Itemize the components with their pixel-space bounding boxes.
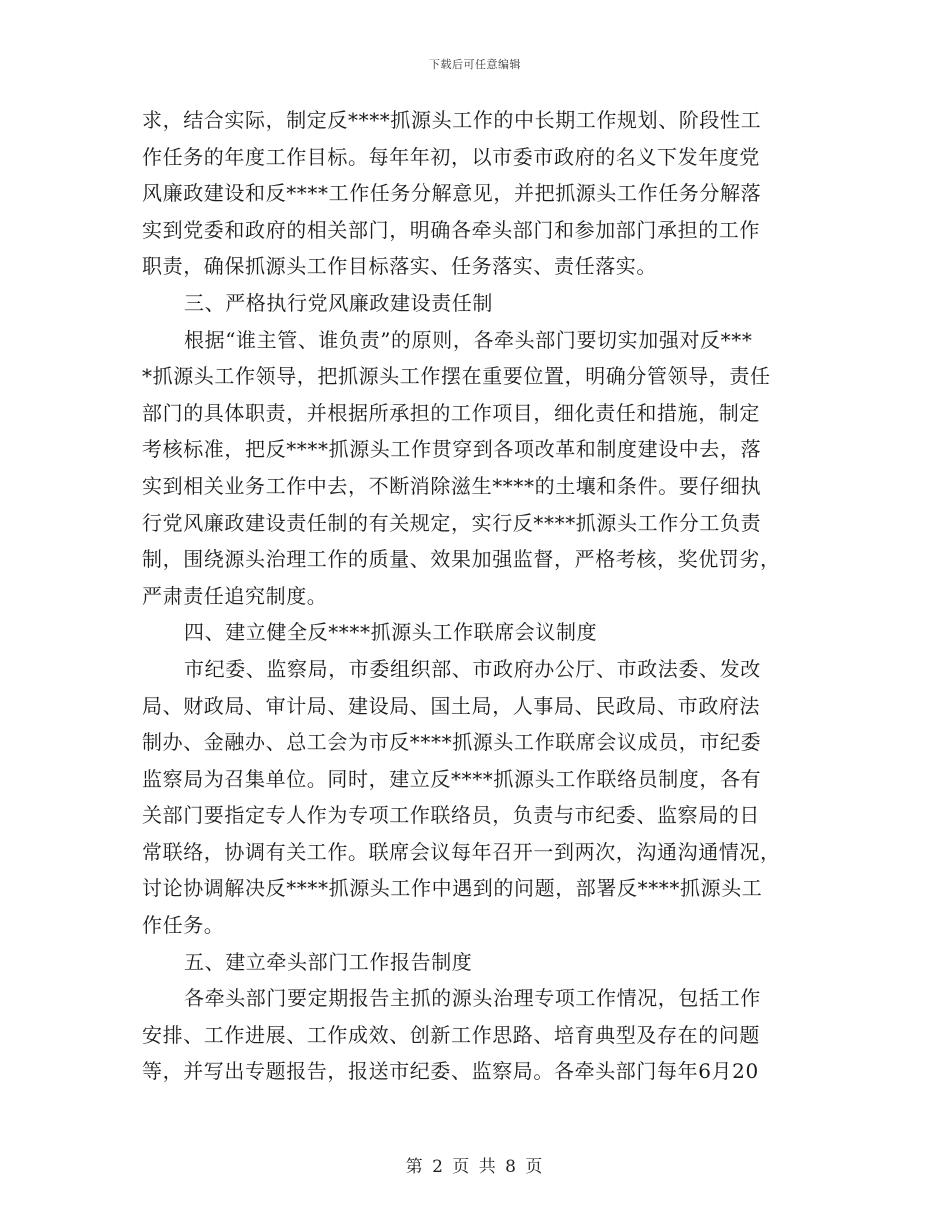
paragraph-start: 各牵头部门要定期报告主抓的源头治理专项工作情况，包括工作 [184, 986, 761, 1011]
text-line: 监察局为召集单位。同时，建立反****抓源头工作联络员制度，各有 [142, 766, 762, 791]
text-line: 实到相关业务工作中去，不断消除滋生****的土壤和条件。要仔细执 [142, 473, 762, 498]
text-line: 部门的具体职责，并根据所承担的工作项目，细化责任和措施，制定 [142, 400, 760, 425]
text-line: 制，围绕源头治理工作的质量、效果加强监督，严格考核，奖优罚劣， [142, 547, 781, 572]
paragraph-start: 根据“谁主管、谁负责”的原则，各牵头部门要切实加强对反*** [184, 327, 753, 352]
document-body [142, 102, 802, 1090]
paragraph-start: 市纪委、监察局，市委组织部、市政府办公厅、市政法委、发改 [184, 656, 761, 681]
text-line: 局、财政局、审计局、建设局、国土局，人事局、民政局、市政府法 [142, 693, 760, 718]
text-line: 实到党委和政府的相关部门，明确各牵头部门和参加部门承担的工作 [142, 217, 760, 242]
text-line: 制办、金融办、总工会为市反****抓源头工作联席会议成员，市纪委 [142, 730, 762, 755]
page-number: 第 2 页 共 8 页 [405, 1157, 545, 1177]
section-heading: 五、建立牵头部门工作报告制度 [184, 949, 473, 974]
text-line: 作任务。 [142, 913, 225, 938]
section-heading: 四、建立健全反****抓源头工作联席会议制度 [184, 620, 598, 645]
text-line: 求，结合实际，制定反****抓源头工作的中长期工作规划、阶段性工 [142, 108, 762, 132]
page-header: 下载后可任意编辑 [429, 58, 521, 71]
text-line: 风廉政建设和反****工作任务分解意见，并把抓源头工作任务分解落 [142, 181, 762, 206]
text-line: *抓源头工作领导，把抓源头工作摆在重要位置，明确分管领导，责任 [142, 364, 771, 389]
text-line: 等，并写出专题报告，报送市纪委、监察局。各牵头部门每年6月20 [142, 1059, 759, 1084]
text-line: 讨论协调解决反****抓源头工作中遇到的问题，部署反****抓源头工 [142, 876, 763, 901]
section-heading: 三、严格执行党风廉政建设责任制 [184, 290, 493, 315]
text-line: 职责，确保抓源头工作目标落实、任务落实、责任落实。 [142, 254, 657, 279]
text-line: 考核标准，把反****抓源头工作贯穿到各项改革和制度建设中去，落 [142, 437, 762, 462]
text-line: 严肃责任追究制度。 [142, 583, 328, 608]
text-line: 安排、工作进展、工作成效、创新工作思路、培育典型及存在的问题 [142, 1022, 760, 1047]
text-line: 关部门要指定专人作为专项工作联络员，负责与市纪委、监察局的日 [142, 803, 760, 828]
text-line: 常联络，协调有关工作。联席会议每年召开一到两次，沟通沟通情况， [142, 839, 781, 864]
text-line: 行党风廉政建设责任制的有关规定，实行反****抓源头工作分工负责 [142, 510, 762, 535]
text-line: 作任务的年度工作目标。每年年初，以市委市政府的名义下发年度党 [142, 144, 760, 169]
